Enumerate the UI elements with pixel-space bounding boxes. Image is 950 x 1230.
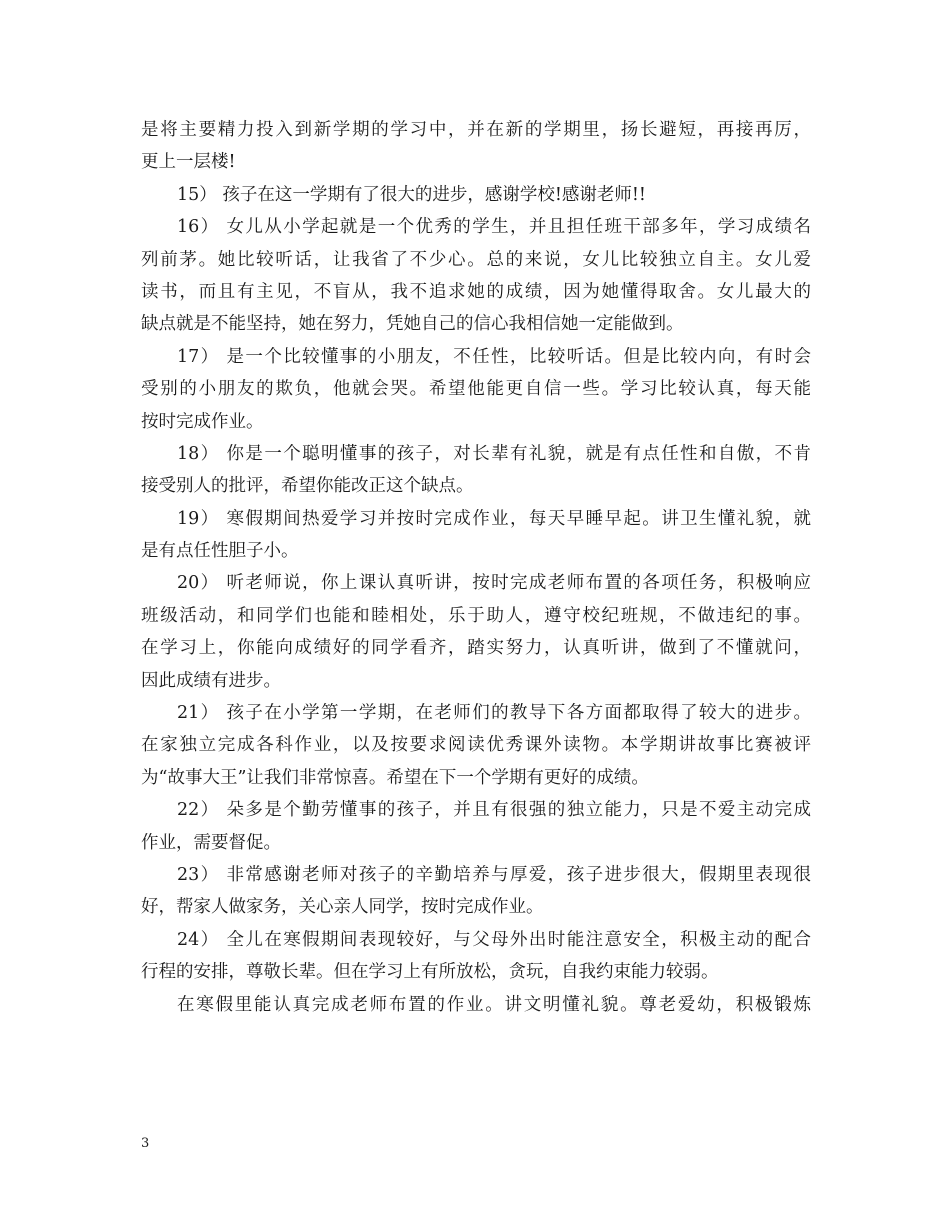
text-line: 18） 你是一个聪明懂事的孩子，对长辈有礼貌，就是有点任性和自傲，不肯 <box>177 443 811 464</box>
text-line: 是有点任性胆子小。 <box>141 541 299 562</box>
text-line: 读书，而且有主见，不盲从，我不追求她的成绩，因为她懂得取舍。女儿最大的 <box>141 281 811 302</box>
text-line: 列前茅。她比较听话，让我省了不少心。总的来说，女儿比较独立自主。女儿爱 <box>141 249 811 270</box>
text-line: 15） 孩子在这一学期有了很大的进步，感谢学校!感谢老师!! <box>177 184 646 205</box>
text-line: 缺点就是不能坚持，她在努力，凭她自己的信心我相信她一定能做到。 <box>141 314 684 335</box>
text-line: 是将主要精力投入到新学期的学习中，并在新的学期里，扬长避短，再接再厉， <box>141 120 811 140</box>
text-line: 接受别人的批评，希望你能改正这个缺点。 <box>141 476 474 497</box>
text-line: 16） 女儿从小学起就是一个优秀的学生，并且担任班干部多年，学习成绩名 <box>177 217 811 238</box>
text-line: 作业，需要督促。 <box>141 832 281 853</box>
text-line: 24） 全儿在寒假期间表现较好，与父母外出时能注意安全，积极主动的配合 <box>177 929 811 950</box>
text-line: 17） 是一个比较懂事的小朋友，不任性，比较听话。但是比较内向，有时会 <box>177 346 811 367</box>
text-line: 按时完成作业。 <box>141 411 264 432</box>
text-line: 好，帮家人做家务，关心亲人同学，按时完成作业。 <box>141 897 544 918</box>
text-line: 为“故事大王”让我们非常惊喜。希望在下一个学期有更好的成绩。 <box>141 767 649 788</box>
text-line: 在家独立完成各科作业，以及按要求阅读优秀课外读物。本学期讲故事比赛被评 <box>141 735 811 756</box>
text-line: 23） 非常感谢老师对孩子的辛勤培养与厚爱，孩子进步很大，假期里表现很 <box>177 864 811 885</box>
text-line: 因此成绩有进步。 <box>141 670 281 691</box>
text-line: 班级活动，和同学们也能和睦相处，乐于助人，遵守校纪班规，不做违纪的事。 <box>141 605 811 626</box>
text-line: 在学习上，你能向成绩好的同学看齐，踏实努力，认真听讲，做到了不懂就问， <box>141 638 811 659</box>
text-line: 21） 孩子在小学第一学期，在老师们的教导下各方面都取得了较大的进步。 <box>177 703 811 724</box>
document-body <box>141 114 811 1021</box>
text-line: 更上一层楼! <box>141 152 236 173</box>
text-line: 22） 朵多是个勤劳懂事的孩子，并且有很强的独立能力，只是不爱主动完成 <box>177 800 811 821</box>
page-number: 3 <box>141 1136 150 1151</box>
text-line: 受别的小朋友的欺负，他就会哭。希望他能更自信一些。学习比较认真，每天能 <box>141 379 811 400</box>
text-line: 19） 寒假期间热爱学习并按时完成作业，每天早睡早起。讲卫生懂礼貌，就 <box>177 508 811 529</box>
text-line: 行程的安排，尊敬长辈。但在学习上有所放松，贪玩，自我约束能力较弱。 <box>141 962 719 983</box>
text-line: 在寒假里能认真完成老师布置的作业。讲文明懂礼貌。尊老爱幼，积极锻炼 <box>177 994 811 1015</box>
text-line: 20） 听老师说，你上课认真听讲，按时完成老师布置的各项任务，积极响应 <box>177 573 811 594</box>
